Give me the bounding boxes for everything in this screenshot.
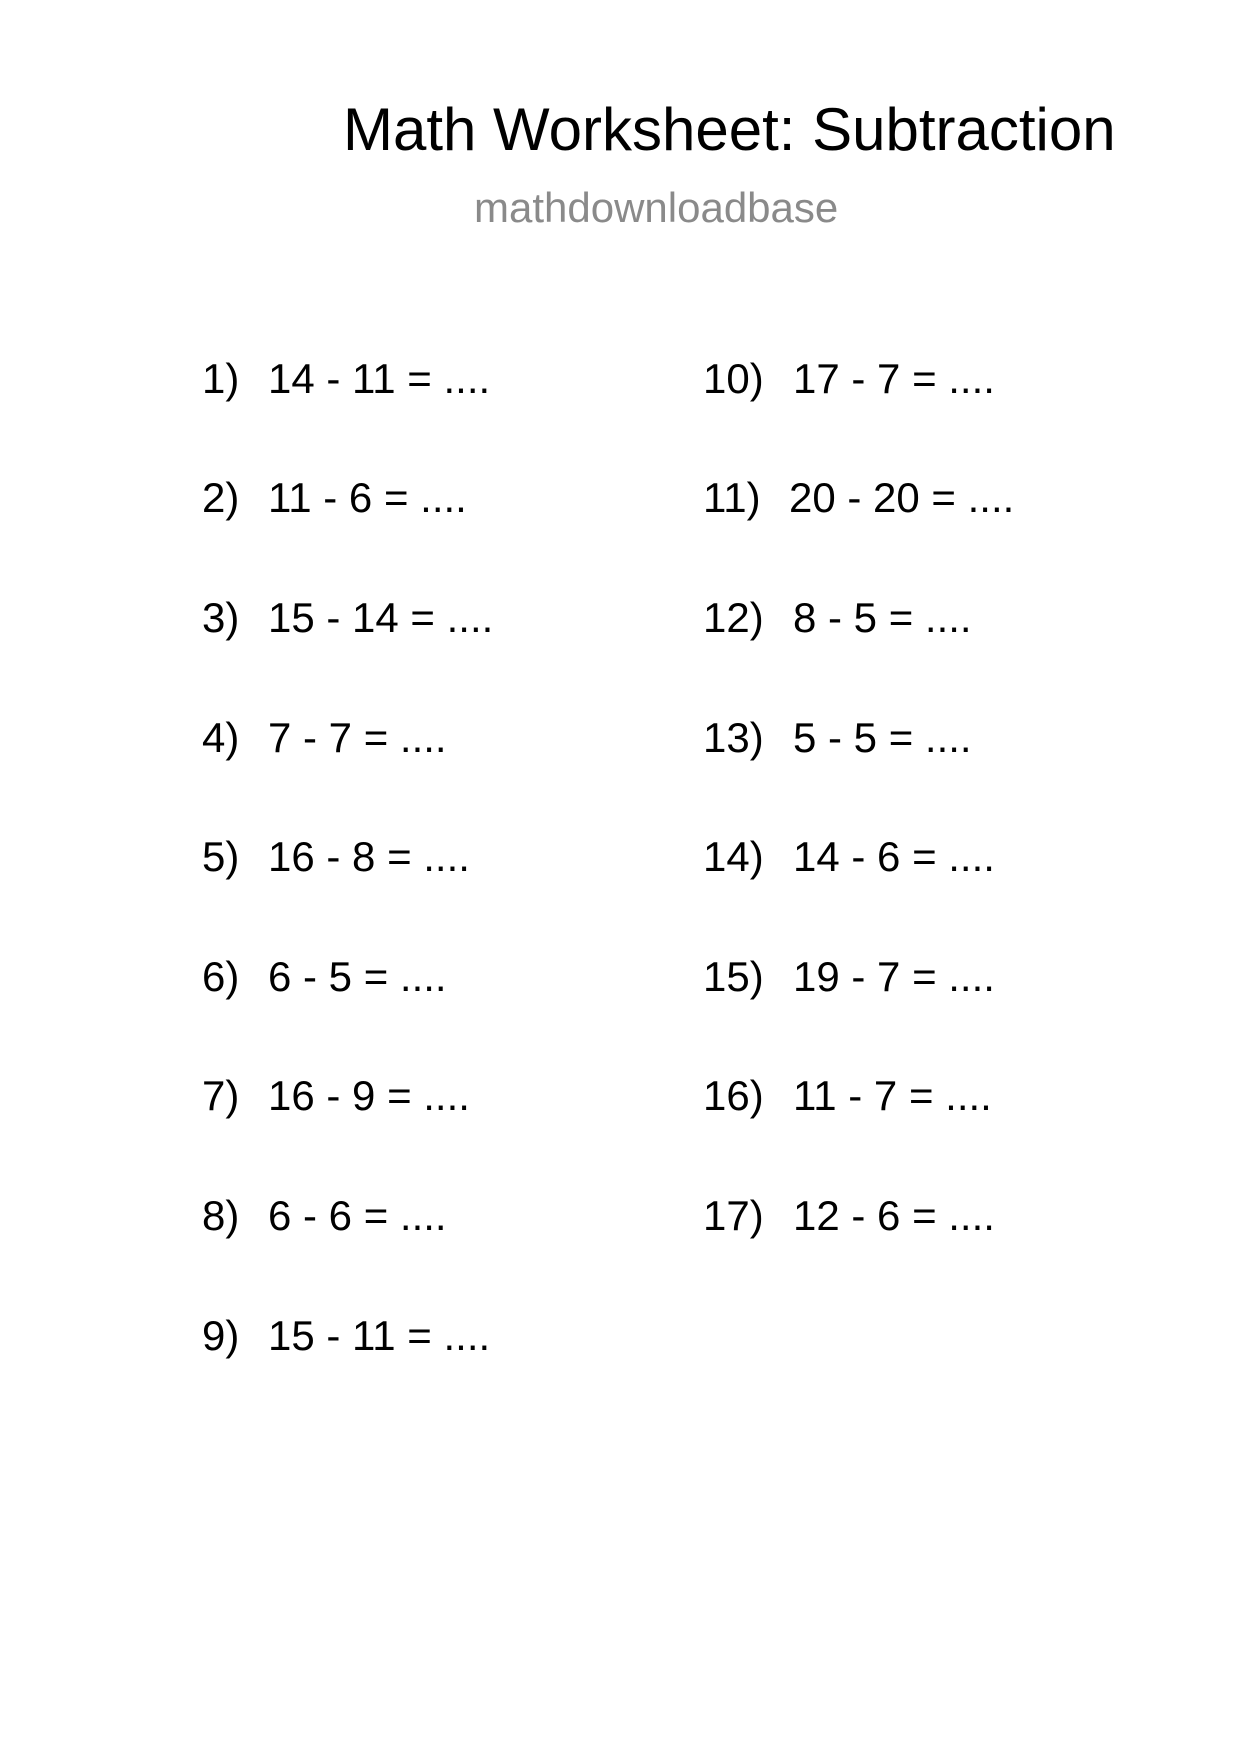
problem-number: 11)	[703, 474, 761, 521]
problem-number: 17)	[703, 1192, 764, 1239]
problem-expression: 15 - 14 = ....	[268, 594, 494, 641]
problem-expression: 5 - 5 = ....	[793, 714, 972, 761]
problem-number: 2)	[202, 474, 240, 521]
problem-expression: 19 - 7 = ....	[793, 953, 995, 1000]
problem-expression: 6 - 6 = ....	[268, 1192, 447, 1239]
problem-10	[703, 355, 995, 402]
problem-number: 6)	[202, 953, 240, 1000]
problem-12	[703, 594, 972, 641]
problem-2	[202, 474, 467, 521]
problem-3	[202, 594, 494, 641]
problem-1	[202, 355, 491, 402]
problem-11	[703, 474, 1015, 521]
problem-number: 1)	[202, 355, 240, 402]
problem-number: 9)	[202, 1312, 240, 1359]
problem-9	[202, 1312, 491, 1359]
problem-expression: 7 - 7 = ....	[268, 714, 447, 761]
problem-8	[202, 1192, 447, 1239]
problem-6	[202, 953, 447, 1000]
problem-expression: 16 - 9 = ....	[268, 1072, 470, 1119]
problem-number: 4)	[202, 714, 240, 761]
problem-number: 15)	[703, 953, 764, 1000]
problem-number: 8)	[202, 1192, 240, 1239]
problem-expression: 16 - 8 = ....	[268, 833, 470, 880]
problem-14	[703, 833, 995, 880]
problem-expression: 11 - 6 = ....	[268, 474, 467, 521]
problem-number: 14)	[703, 833, 764, 880]
problem-expression: 14 - 11 = ....	[268, 355, 491, 402]
problem-expression: 8 - 5 = ....	[793, 594, 972, 641]
problem-number: 3)	[202, 594, 240, 641]
problem-expression: 11 - 7 = ....	[793, 1072, 992, 1119]
problem-expression: 14 - 6 = ....	[793, 833, 995, 880]
problem-5	[202, 833, 470, 880]
page-title: Math Worksheet: Subtraction	[343, 96, 1116, 163]
problem-15	[703, 953, 995, 1000]
problem-expression: 12 - 6 = ....	[793, 1192, 995, 1239]
problem-number: 5)	[202, 833, 240, 880]
problem-number: 13)	[703, 714, 764, 761]
problem-number: 10)	[703, 355, 764, 402]
problem-expression: 17 - 7 = ....	[793, 355, 995, 402]
problem-number: 12)	[703, 594, 764, 641]
problem-16	[703, 1072, 992, 1119]
problem-expression: 15 - 11 = ....	[268, 1312, 491, 1359]
problem-13	[703, 714, 972, 761]
problem-7	[202, 1072, 470, 1119]
page-subtitle: mathdownloadbase	[474, 184, 839, 231]
problem-number: 7)	[202, 1072, 240, 1119]
problem-expression: 6 - 5 = ....	[268, 953, 447, 1000]
problem-4	[202, 714, 447, 761]
problem-number: 16)	[703, 1072, 764, 1119]
problem-17	[703, 1192, 995, 1239]
problem-expression: 20 - 20 = ....	[789, 474, 1015, 521]
